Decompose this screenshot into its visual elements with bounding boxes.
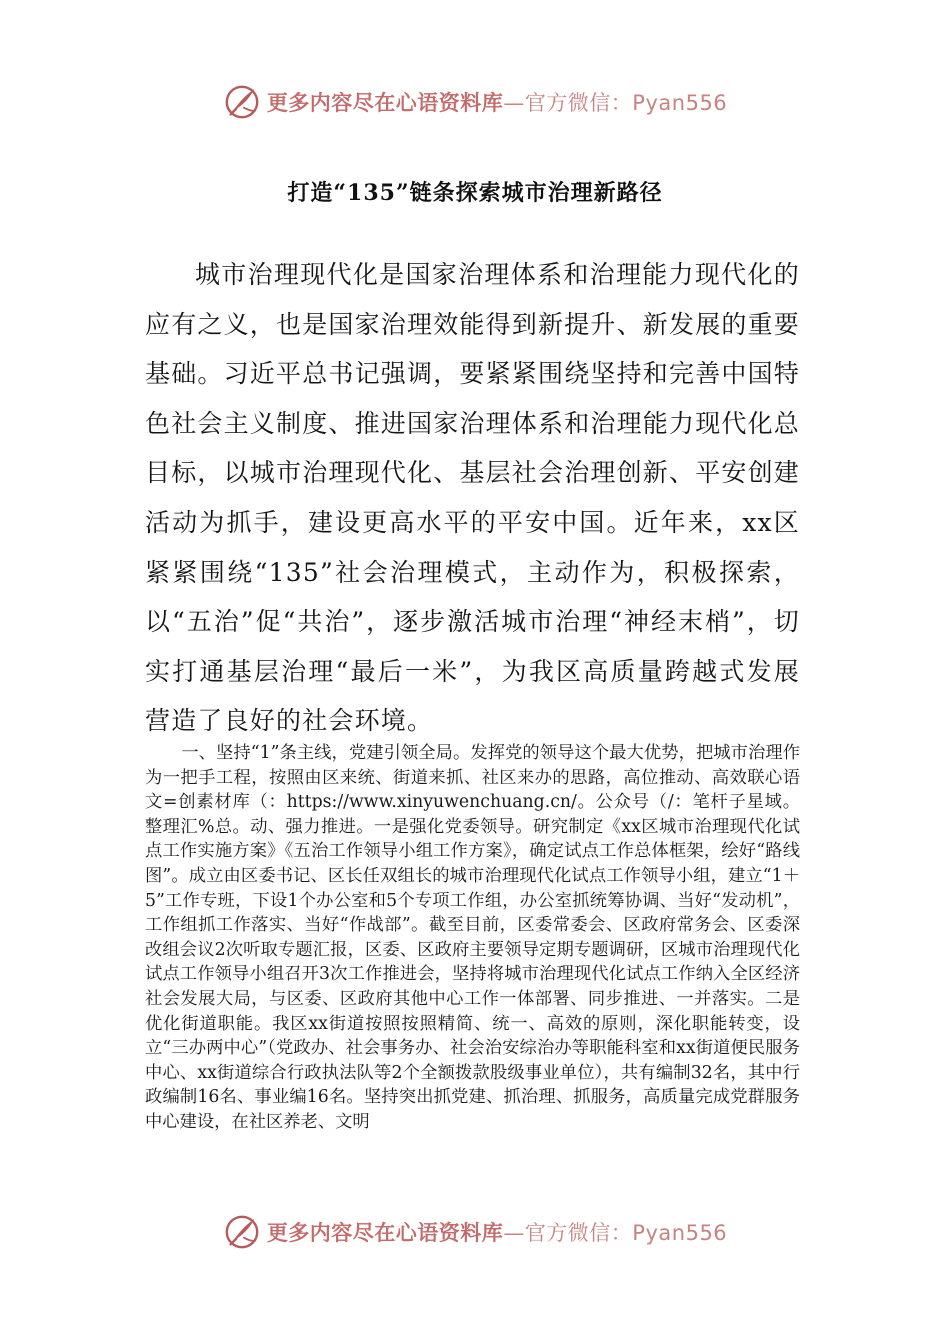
footer-watermark-banner <box>0 1210 950 1254</box>
body-paragraph: 一、坚持“1”条主线，党建引领全局。发挥党的领导这个最大优势，把城市治理作为一把手工程，按照由区来统、街道来抓、社区来办的思路，高位推动、高效联心语文=创素材库（：https://www.xinyuwenchuang.cn/。公众号（/：笔杆子星域。整理汇%总。动、强力推进。一是强化党委领导。研究制定《xx区城市治理现代化试点工作实施方案》《五治工作领导小组工作方案》，确定试点工作总体框架，绘好“路线图”。成立由区委书记、区长任双组长的城市治理现代化试点工作领导小组，建立“1＋5”工作专班，下设1个办公室和5个专项工作组，办公室抓统筹协调、当好“发动机”，工作组抓工作落实、当好“作战部”。截至目前，区委常委会、区政府常务会、区委深改组会议2次听取专题汇报，区委、区政府主要领导定期专题调研，区城市治理现代化试点工作领导小组召开3次工作推进会，坚持将城市治理现代化试点工作纳入全区经济社会发展大局，与区委、区政府其他中心工作一体部署、同步推进、一并落实。二是优化街道职能。我区xx街道按照按照精简、统一、高效的原则，深化职能转变，设立“三办两中心”（党政办、社会事务办、社会治安综治办等职能科室和xx街道便民服务中心、xx街道综合行政执法队等2个全额拨款股级事业单位），共有编制32名，其中行政编制16名、事业编16名。坚持突出抓党建、抓治理、抓服务，高质量完成党群服务中心建设，在社区养老、文明 <box>145 743 800 1132</box>
quill-logo-icon <box>223 1213 261 1251</box>
footer-watermark-text: 更多内容尽在心语资料库—官方微信：Pyan556 <box>266 1221 728 1245</box>
header-watermark-banner <box>0 80 950 124</box>
lead-paragraph: 城市治理现代化是国家治理体系和治理能力现代化的应有之义，也是国家治理效能得到新提升、新发展的重要基础。习近平总书记强调，要紧紧围绕坚持和完善中国特色社会主义制度、推进国家治理体系和治理能力现代化总目标，以城市治理现代化、基层社会治理创新、平安创建活动为抓手，建设更高水平的平安中国。近年来，xx区紧紧围绕“135”社会治理模式，主动作为，积极探索，以“五治”促“共治”，逐步激活城市治理“神经末梢”，切实打通基层治理“最后一米”，为我区高质量跨越式发展营造了良好的社会环境。 <box>145 260 801 736</box>
header-watermark-text: 更多内容尽在心语资料库—官方微信：Pyan556 <box>266 91 728 115</box>
quill-logo-icon <box>223 83 261 121</box>
document-title: 打造“135”链条探索城市治理新路径 <box>287 180 663 206</box>
